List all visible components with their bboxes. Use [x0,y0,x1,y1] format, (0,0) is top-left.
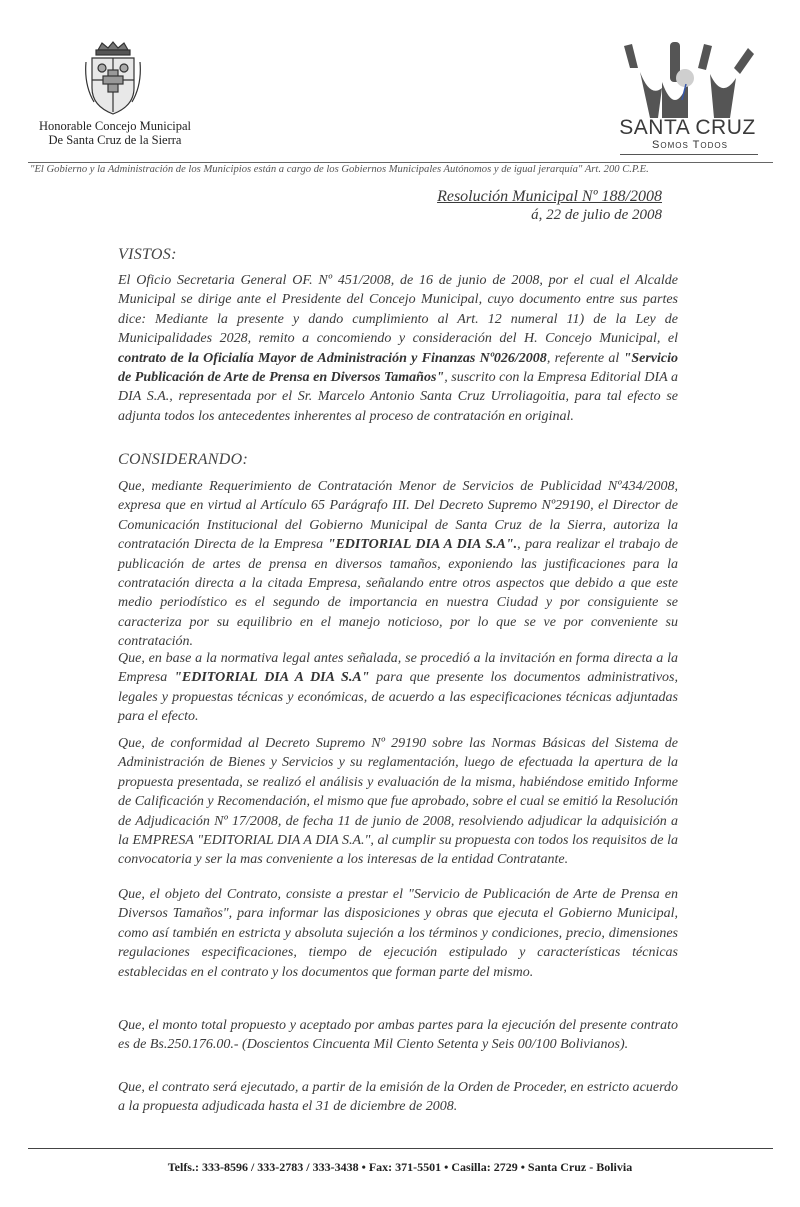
header-divider [28,162,773,163]
considerando-paragraph-1 [118,477,678,652]
resolution-title: Resolución Municipal Nº 188/2008 [437,188,662,205]
vistos-paragraph [118,271,678,426]
considerando-1-text-1: Que, mediante Requerimiento de Contratación Menor de Servicios de Publicidad Nº434/2008, expresa que en virtud al Artículo 65 Parágrafo III. Del Decreto Supremo Nº29190, el Director de Comunicación Institucional del Gobierno Municipal de Santa Cruz de la Sierra, autoriza la contratación Directa de la Empresa [118,479,678,553]
considerando-paragraph-5: Que, el monto total propuesto y aceptado por ambas partes para la ejecución del presente contrato es de Bs.250.176.00.- (Doscientos Cincuenta Mil Ciento Setenta y Seis 00/100 Bolivianos). [118,1018,678,1053]
santa-cruz-logo-icon [610,38,760,123]
council-line-2: De Santa Cruz de la Sierra [48,133,182,147]
logo-subtitle: Somos Todos [652,139,728,151]
resolution-date: á, 22 de julio de 2008 [531,207,662,223]
considerando-paragraph-4: Que, el objeto del Contrato, consiste a prestar el "Servicio de Publicación de Arte de Prensa en Diversos Tamaños", para informar las disposiciones y obras que ejecuta el Gobierno Municipal, como así también en estricta y absoluta sujeción a los términos y condiciones, precio, dimensiones regulaciones especificaciones, tiempo de ejecución estipulado y características técnicas establecidas en el contrato y los documentos que forman parte del mismo. [118,887,678,980]
considerando-1-company: "EDITORIAL DIA A DIA S.A". [327,537,518,553]
logo-divider [620,154,758,155]
considerando-2-company: "EDITORIAL DIA A DIA S.A" [174,670,370,686]
considerando-paragraph-2 [118,649,678,727]
vistos-text-1: El Oficio Secretaria General OF. Nº 451/2008, de 16 de junio de 2008, por el cual el Alcalde Municipal se dirige ante el Presidente del Concejo Municipal, cuyo documento entre sus partes dice: Mediante la presente y dando cumplimiento al Art. 12 numeral 11) de la Ley de Municipalidades 2028, remito a concomiendo y consideración del H. Concejo Municipal, el [118,273,678,347]
vistos-contract-ref: contrato de la Oficialía Mayor de Administración y Finanzas Nº026/2008 [118,350,547,366]
vistos-text-2: , referente al [546,350,624,366]
considerando-2-text-1: Que, en base a la normativa legal antes señalada, se procedió a la invitación en forma directa a la Empresa [118,651,678,686]
council-name [20,119,210,147]
council-line-1: Honorable Concejo Municipal [38,119,192,133]
considerando-paragraph-6: Que, el contrato será ejecutado, a partir de la emisión de la Orden de Proceder, en estricto acuerdo a la propuesta adjudicada hasta el 31 de diciembre de 2008. [118,1080,678,1115]
vistos-service-name: "Servicio de Publicación de Arte de Prensa en Diversos Tamaños" [118,350,678,386]
footer-divider [28,1148,773,1149]
footer-contact: Telfs.: 333-8596 / 333-2783 / 333-3438 • Fax: 371-5501 • Casilla: 2729 • Santa Cruz - Bolivia [167,1160,633,1174]
logo-title: SANTA CRUZ [619,116,756,139]
considerando-1-text-2: , para realizar el trabajo de publicación de artes de prensa en diversos tamaños, exponiendo las justificaciones para la contratación directa a la citada Empresa, señalando entre otros aspectos que debido a que este medio periodístico es el segundo de importancia en nuestra Ciudad y por consiguiente se caracteriza por su equilibrio en el manejo noticioso, por lo que se ve por conveniente su contratación. [118,537,678,650]
considerando-heading: CONSIDERANDO: [118,451,249,468]
epigraph: "El Gobierno y la Administración de los Municipios están a cargo de los Gobiernos Municipales Autónomos y de igual jerarquía" Art. 200 C.P.E. [30,164,649,175]
coat-of-arms-icon [84,40,142,118]
vistos-heading: VISTOS: [118,246,177,263]
considerando-paragraph-3: Que, de conformidad al Decreto Supremo Nº 29190 sobre las Normas Básicas del Sistema de Administración de Bienes y Servicios y su reglamentación, luego de efectuada la apertura de la propuesta presentada, se realizó el análisis y evaluación de la misma, habiéndose emitido Informe de Calificación y Recomendación, el mismo que fue aprobado, sobre el cual se emitió la Resolución de Adjudicación Nº 17/2008, de fecha 11 de junio de 2008, resolviendo adjudicar la adquisición a la EMPRESA "EDITORIAL DIA A DIA S.A.", al cumplir su propuesta con todos los requisitos de la convocatoria y ser la mas conveniente a los interesas de la entidad Contratante. [118,736,679,868]
considerando-2-text-2: para que presente los documentos administrativos, legales y propuestas técnicas y económicas, de acuerdo a las especificaciones técnicas adjuntadas para el efecto. [118,670,678,725]
vistos-text-3: , suscrito con la Empresa Editorial DIA a DIA S.A., representada por el Sr. Marcelo Antonio Santa Cruz Urroliagoitia, para tal efecto se adjunta todos los antecedentes inherentes al proceso de contratación en original. [118,370,679,424]
